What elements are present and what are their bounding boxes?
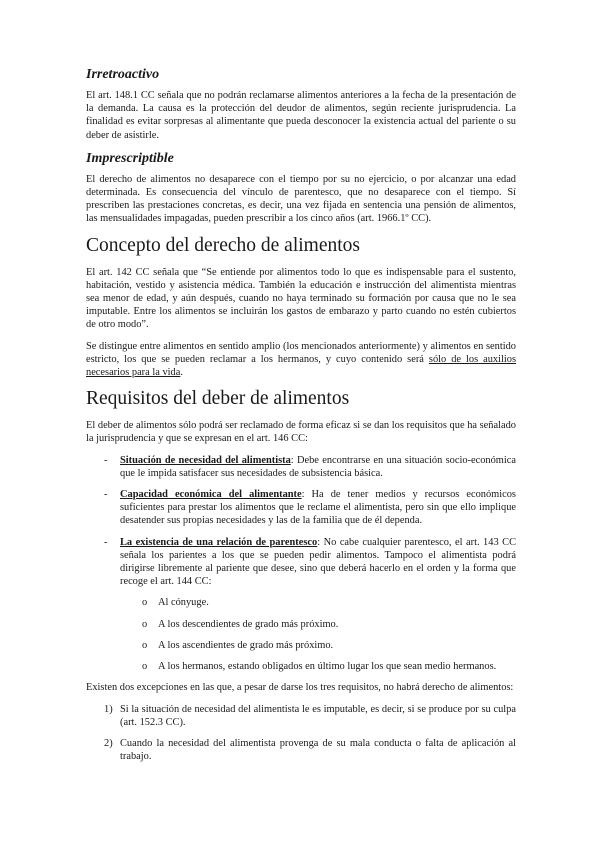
relative-text: A los descendientes de grado más próximo. [158,618,339,630]
concepto-2-underlined: sólo de los auxilios necesarios para la vida [86,353,517,379]
circle-marker: o [142,661,148,673]
requirement-item [86,454,516,480]
concepto-2-text: Se distingue entre alimentos en sentido amplio (los mencionados anteriormente) y alimentos en sentido estricto, los que se pueden reclamar a los hermanos, y cuyo contenido será [86,340,516,365]
circle-marker: o [142,639,148,651]
circle-marker: o [142,597,148,609]
requirement-title: Capacidad económica del alimentante [120,489,302,501]
relative-item [120,618,516,631]
requirement-item [86,536,516,674]
relative-item [120,596,516,609]
requirement-text: : Debe encontrarse en una situación socio-económica que le impida satisfacer sus necesidades de subsistencia básica. [120,454,516,479]
requirement-text: : No cabe cualquier parentesco, el art. 143 CC señala los parientes a los que se pueden pedir alimentos. Tampoco el alimentista podrá dirigirse libremente al pariente que desee, sino que deberá hacerlo en el orden y la forma que recoge el art. 144 CC: [120,536,516,588]
heading-concepto: Concepto del derecho de alimentos [86,234,360,256]
dash-marker: - [104,454,108,466]
relative-text: A los hermanos, estando obligados en último lugar los que sean medio hermanos. [158,661,497,673]
requirement-title: La existencia de una relación de parentesco [120,536,318,548]
relative-item [120,639,516,652]
heading-imprescriptible: Imprescriptible [86,150,174,166]
circle-marker: o [142,618,148,630]
requirement-item [86,488,516,528]
paragraph-concepto-1: El art. 142 CC señala que “Se entiende por alimentos todo lo que es indispensable para el sustento, habitación, vestido y asistencia médica. También la educación e instrucción del alimentista mientras sea menor de edad, y aún después, cuando no haya terminado su formación por causa que no le sea imputable. Entre los alimentos se incluirán los gastos de embarazo y parto cuando no estén cubiertos de otro modo”. [86,266,516,331]
exceptions-list [86,703,516,764]
paragraph-requisitos-intro: El deber de alimentos sólo podrá ser reclamado de forma eficaz si se dan los requisitos que ha señalado la jurisprudencia y que se expresan en el art. 146 CC: [86,420,516,445]
requirement-text: : Ha de tener medios y recursos económicos suficientes para prestar los alimentos que le reclame el alimentista, pero sin que ello implique desatender sus propias necesidades y las de la familia que de él dependa. [120,489,516,527]
relative-text: Al cónyuge. [158,597,209,609]
document-page [86,66,516,771]
relative-text: A los ascendientes de grado más próximo. [158,639,334,651]
heading-requisitos: Requisitos del deber de alimentos [86,388,350,410]
number-marker: 1) [104,703,113,715]
paragraph-concepto-2 [86,340,516,380]
number-marker: 2) [104,737,113,749]
exception-text: Si la situación de necesidad del alimentista le es imputable, es decir, si se produce por su culpa (art. 152.3 CC). [120,703,516,728]
exception-item [86,703,516,729]
exception-item [86,737,516,763]
heading-irretroactivo: Irretroactivo [86,67,160,82]
paragraph-exceptions-intro: Existen dos excepciones en las que, a pesar de darse los tres requisitos, no habrá derecho de alimentos: [86,682,514,694]
requirement-title: Situación de necesidad del alimentista [120,454,291,466]
paragraph-irretroactivo: El art. 148.1 CC señala que no podrán reclamarse alimentos anteriores a la fecha de la presentación de la demanda. La causa es la protección del deudor de alimentos, según reciente jurisprudencia. La finalidad es evitar sorpresas al alimentante que pueda desconocer la existencia actual del pariente o su deber de asistirle. [86,90,516,141]
dash-marker: - [104,489,108,501]
exception-text: Cuando la necesidad del alimentista provenga de su mala conducta o falta de aplicación al trabajo. [120,737,516,763]
relatives-list [120,596,516,673]
dash-marker: - [104,536,108,548]
paragraph-imprescriptible: El derecho de alimentos no desaparece con el tiempo por su no ejercicio, o por alcanzar una edad determinada. Es consecuencia del vínculo de parentesco, que no desaparece con el tiempo. Sí prescriben las prestaciones concretas, es decir, una vez fijada en sentencia una pensión de alimentos, las mensualidades impagadas, pueden prescribir a los cinco años (art. 1966.1º CC). [86,173,516,225]
requirements-list [86,454,516,674]
concepto-2-end: . [180,367,183,379]
relative-item [120,660,516,673]
